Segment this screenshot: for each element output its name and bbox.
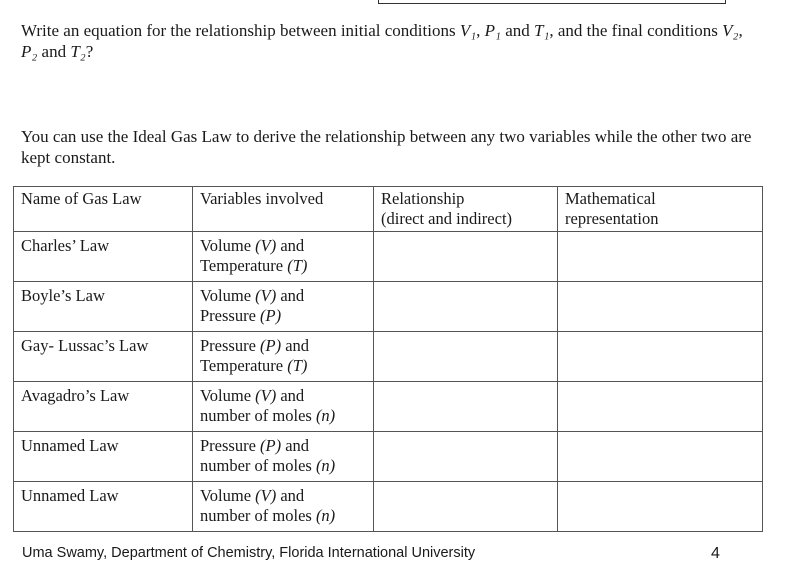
page-number: 4 (711, 545, 720, 562)
law-variables: Volume (V) and Pressure (P) (193, 282, 374, 332)
table-row (14, 432, 763, 482)
math-cell[interactable] (558, 232, 763, 282)
law-name: Charles’ Law (14, 232, 193, 282)
math-cell[interactable] (558, 432, 763, 482)
law-name: Avagadro’s Law (14, 382, 193, 432)
law-name: Unnamed Law (14, 482, 193, 532)
law-variables: Pressure (P) and number of moles (n) (193, 432, 374, 482)
law-variables: Volume (V) and Temperature (T) (193, 232, 374, 282)
question-ideal-gas-law: You can use the Ideal Gas Law to derive the relationship between any two variables while the other two are kept constant. (21, 127, 752, 167)
table-row (14, 332, 763, 382)
relationship-cell[interactable] (374, 282, 558, 332)
table-header-row (14, 187, 763, 232)
header-variables: Variables involved (193, 187, 374, 232)
math-cell[interactable] (558, 382, 763, 432)
table-row (14, 282, 763, 332)
relationship-cell[interactable] (374, 332, 558, 382)
relationship-cell[interactable] (374, 232, 558, 282)
law-name: Boyle’s Law (14, 282, 193, 332)
relationship-cell[interactable] (374, 382, 558, 432)
question-equation: Write an equation for the relationship between initial conditions V₁, P₁ and T₁, and the final conditions V₂, P₂ and T₂? (21, 21, 743, 61)
math-cell[interactable] (558, 482, 763, 532)
law-name: Unnamed Law (14, 432, 193, 482)
relationship-cell[interactable] (374, 482, 558, 532)
footer-credit: Uma Swamy, Department of Chemistry, Florida International University (22, 545, 476, 561)
header-relationship: Relationship (direct and indirect) (374, 187, 558, 232)
header-math: Mathematical representation (558, 187, 763, 232)
table-row (14, 232, 763, 282)
law-name: Gay- Lussac’s Law (14, 332, 193, 382)
table-row (14, 482, 763, 532)
table-row (14, 382, 763, 432)
relationship-cell[interactable] (374, 432, 558, 482)
law-variables: Volume (V) and number of moles (n) (193, 482, 374, 532)
header-name: Name of Gas Law (14, 187, 193, 232)
top-box-edge (378, 0, 726, 4)
math-cell[interactable] (558, 282, 763, 332)
law-variables: Pressure (P) and Temperature (T) (193, 332, 374, 382)
math-cell[interactable] (558, 332, 763, 382)
gas-laws-table (13, 186, 763, 532)
law-variables: Volume (V) and number of moles (n) (193, 382, 374, 432)
